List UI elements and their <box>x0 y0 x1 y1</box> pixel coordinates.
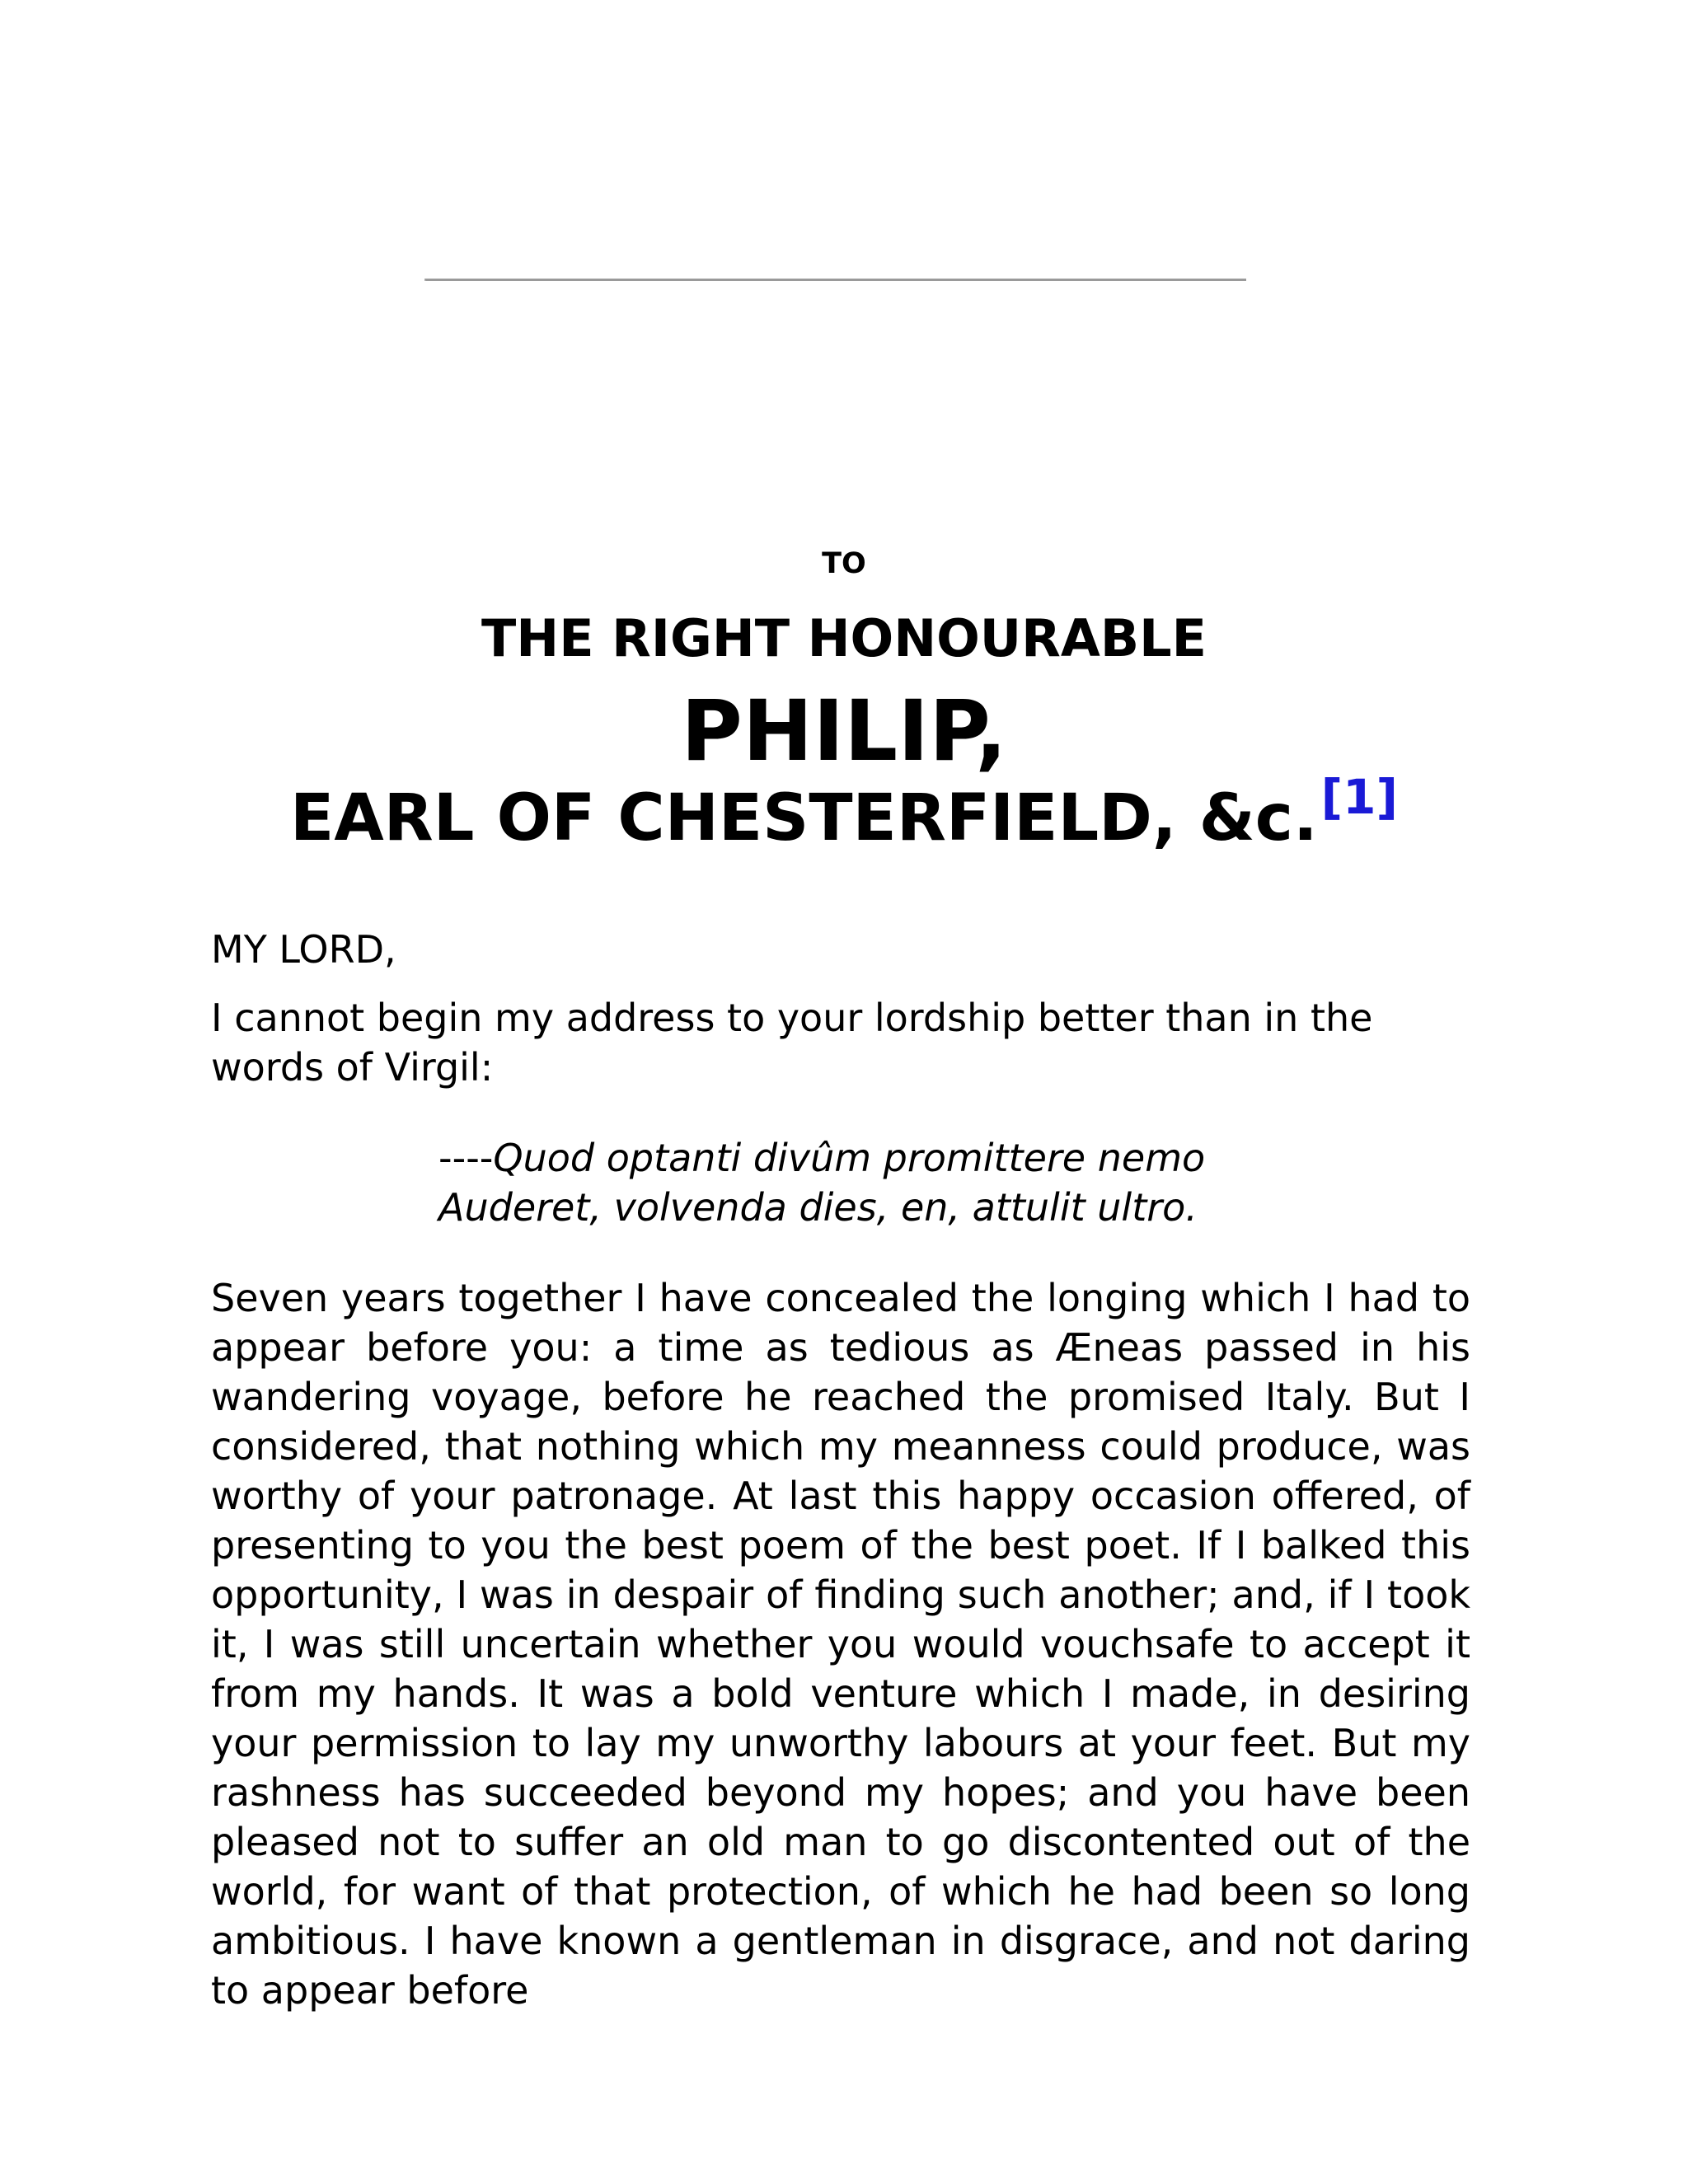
dedication-name: PHILIP, <box>681 682 1007 780</box>
salutation: MY LORD, <box>211 927 396 972</box>
verse-line-1 <box>438 1133 1205 1183</box>
verse-line-1-text: Quod optanti divûm promittere nemo <box>493 1136 1206 1180</box>
dedication-title-text: EARL OF CHESTERFIELD, &c. <box>290 781 1318 855</box>
horizontal-rule <box>424 279 1246 281</box>
verse-quotation <box>438 1133 1205 1232</box>
body-paragraph: Seven years together I have concealed the longing which I had to appear before you: a time as tedious as Æneas passed in his wandering voyage, before he reached the promised Italy. But I considered, that nothing which my meanness could produce, was worthy of your patronage. At last this happy occasion offered, of presenting to you the best poem of the best poet. If I balked this opportunity, I was in despair of finding such another; and, if I took it, I was still uncertain whether you would vouchsafe to accept it from my hands. It was a bold venture which I made, in desiring your permission to lay my unworthy labours at your feet. But my rashness has succeeded beyond my hopes; and you have been pleased not to suffer an old man to go discontented out of the world, for want of that protection, of which he had been so long ambitious. I have known a gentleman in disgrace, and not daring to appear before <box>211 1276 1470 2013</box>
verse-dash: ---- <box>438 1136 494 1180</box>
intro-paragraph: I cannot begin my address to your lordship better than in the words of Virgil: <box>211 996 1373 1090</box>
dedication-honourable: THE RIGHT HONOURABLE <box>481 608 1207 668</box>
footnote-link[interactable]: [1] <box>1320 769 1398 825</box>
dedication-to: TO <box>822 547 866 580</box>
dedication-title <box>0 769 1688 855</box>
verse-line-2: Auderet, volvenda dies, en, attulit ultro. <box>438 1185 1198 1230</box>
